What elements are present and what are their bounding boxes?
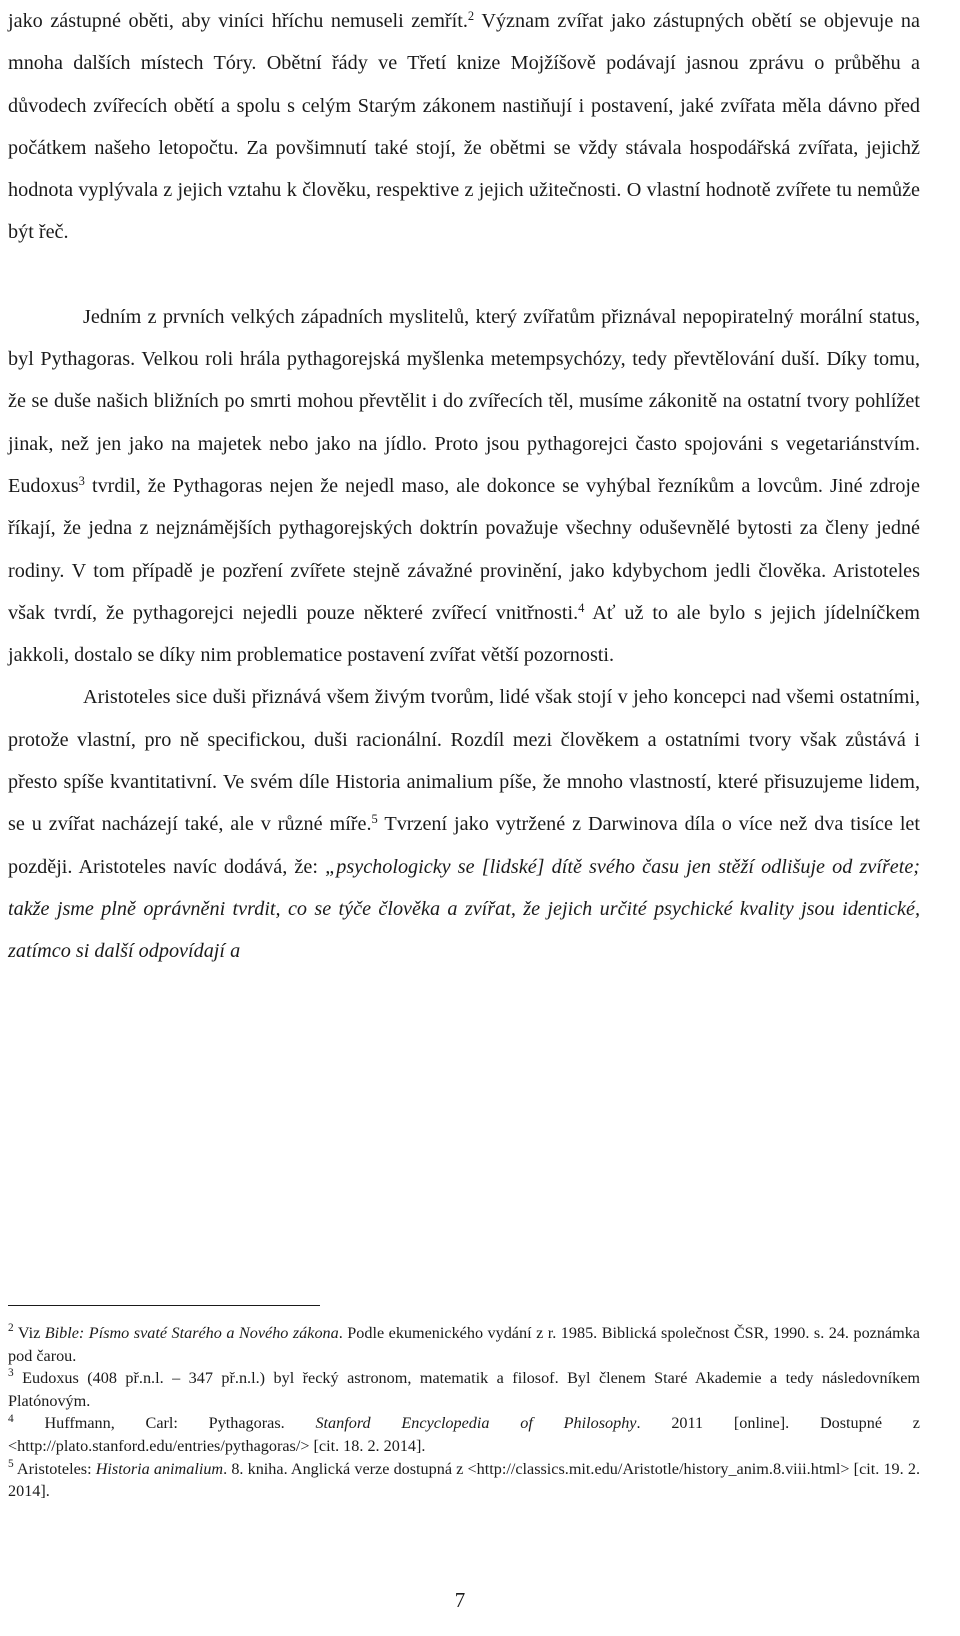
footnote-ref: 2 bbox=[467, 9, 475, 24]
footnotes bbox=[8, 1322, 920, 1503]
text-run: Význam zvířat jako zástupných obětí se objevuje na mnoha dalších místech Tóry. Obětní řády ve Třetí knize Mojžíšově podávají jasnou zprávu o průběhu a důvodech zvířecích obětí a spolu s celým Starým zákonem nastiňují i postavení, jaké zvířata měla dávno před počátkem našeho letopočtu. Za povšimnutí také stojí, že obětmi se vždy stávala hospodářská zvířata, jejichž hodnota vyplývala z jejich vztahu k člověku, respektive z jejich užitečnosti. O vlastní hodnotě zvířete tu nemůže být řeč. bbox=[8, 10, 920, 244]
footnote-ref: 3 bbox=[78, 474, 85, 489]
footnote bbox=[8, 1322, 920, 1367]
italic-text: Historia animalium bbox=[95, 1459, 224, 1478]
italic-text: Stanford Encyclopedia of Philosophy bbox=[315, 1414, 637, 1433]
italic-text: „psychologicky se [lidské] dítě svého času jen stěží odlišuje od zvířete; takže jsme plně oprávněni tvrdit, co se týče člověka a zvířat, že jejich určité psychické kvality jsou identické, zatímco si další odpovídají a bbox=[8, 855, 920, 963]
text-run: Huffmann, Carl: Pythagoras. bbox=[13, 1414, 316, 1433]
paragraph bbox=[8, 0, 920, 254]
page-number: 7 bbox=[454, 1588, 466, 1612]
footnote-ref: 5 bbox=[8, 1457, 14, 1470]
paragraph-gap bbox=[8, 254, 920, 296]
text-run: Viz bbox=[13, 1324, 45, 1342]
text-run: Tvrzení jako vytržené z Darwinova díla o více než dva tisíce let později. Aristoteles navíc dodává, že: bbox=[8, 813, 920, 878]
footnote-separator bbox=[8, 1305, 320, 1306]
paragraph bbox=[8, 296, 920, 677]
text-run: Ať už to ale bylo s jejich jídelníčkem jakkoli, dostalo se díky nim problematice postavení zvířat větší pozornosti. bbox=[8, 601, 920, 667]
text-run: tvrdil, že Pythagoras nejen že nejedl maso, ale dokonce se vyhýbal řezníkům a lovcům. Jiné zdroje říkají, že jedna z nejznámějších pythagorejských doktrín považuje všechny oduševnělé bytosti za členy jedné rodiny. V tom případě je pozření zvířete stejně závažné provinění, jako kdybychom jedli člověka. Aristoteles však tvrdí, že pythagorejci nejedli pouze některé zvířecí vnitřnosti. bbox=[8, 474, 920, 624]
text-run: Aristoteles: bbox=[13, 1459, 96, 1478]
footnote-ref: 5 bbox=[371, 812, 378, 827]
text-run: Eudoxus (408 př.n.l. – 347 př.n.l.) byl řecký astronom, matematik a filosof. Byl členem Staré Akademie a tedy následovníkem Platónovým. bbox=[8, 1369, 920, 1410]
document-page bbox=[8, 0, 920, 973]
text-run: Jedním z prvních velkých západních myslitelů, který zvířatům přiznával nepopiratelný morální status, byl Pythagoras. Velkou roli hrála pythagorejská myšlenka metempsychózy, tedy převtělování duší. Díky tomu, že se duše našich bližních po smrti mohou převtělit i do zvířecích těl, musíme zákonitě na ostatní tvory pohlížet jinak, než jen jako na majetek nebo jako na jídlo. Proto jsou pythagorejci často spojováni s vegetariánstvím. Eudoxus bbox=[8, 305, 920, 497]
text-run: . Podle ekumenického vydání z r. 1985. Biblická společnost ČSR, 1990. s. 24. poznámka pod čarou. bbox=[8, 1324, 920, 1365]
text-run: Aristoteles sice duši přiznává všem živým tvorům, lidé však stojí v jeho koncepci nad všemi ostatními, protože vlastní, pro ně specifickou, duši racionální. Rozdíl mezi člověkem a ostatními tvory však zůstává i přesto spíše kvantitativní. Ve svém díle Historia animalium píše, že mnoho vlastností, které přisuzujeme lidem, se u zvířat nacházejí také, ale v různé míře. bbox=[8, 686, 920, 836]
paragraph bbox=[8, 676, 920, 972]
text-run: . 8. kniha. Anglická verze dostupná z <http://classics.mit.edu/Aristotle/history_anim.8.viii.html> [cit. 19. 2. 2014]. bbox=[8, 1459, 920, 1501]
footnote-ref: 2 bbox=[8, 1322, 14, 1335]
footnote-ref: 4 bbox=[578, 600, 585, 615]
footnote bbox=[8, 1367, 920, 1412]
body-text bbox=[8, 0, 920, 973]
footnote bbox=[8, 1412, 920, 1457]
footnote-ref: 4 bbox=[8, 1412, 14, 1425]
text-run: . 2011 [online]. Dostupné z <http://plato.stanford.edu/entries/pythagoras/> [cit. 18. 2. 2014]. bbox=[8, 1414, 920, 1455]
footnote-ref: 3 bbox=[8, 1367, 14, 1380]
italic-text: Bible: Písmo svaté Starého a Nového zákona bbox=[44, 1324, 339, 1342]
text-run: jako zástupné oběti, aby viníci hříchu nemuseli zemřít. bbox=[8, 10, 468, 32]
footnote bbox=[8, 1458, 920, 1503]
